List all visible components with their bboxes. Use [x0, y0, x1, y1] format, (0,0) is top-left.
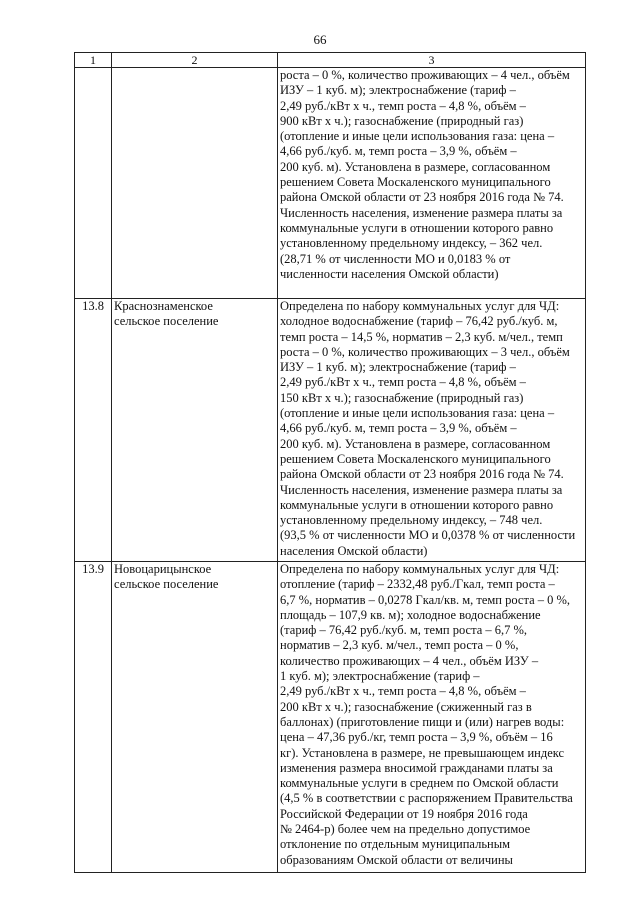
description-line: количество проживающих – 4 чел., объём ИЗУ –	[280, 653, 539, 668]
description-line: коммунальные услуги в отношении которого равно	[280, 220, 554, 235]
description-line: роста – 0 %, количество проживающих – 4 чел., объём	[280, 68, 570, 82]
description-line: ИЗУ – 1 куб. м); электроснабжение (тариф –	[280, 360, 516, 375]
row-number: 13.9	[75, 562, 112, 873]
description-line: (отопление и иные цели использования газа: цена –	[280, 129, 555, 144]
description-line: роста – 0 %, количество проживающих – 3 чел., объём	[280, 344, 570, 359]
description-line: темп роста – 14,5 %, норматив – 2,3 куб. м/чел., темп	[280, 329, 563, 344]
description-line: установленному предельному индексу, – 362 чел.	[280, 236, 543, 251]
description-line: баллонах) (приготовление пищи и (или) нагрев воды:	[280, 714, 565, 729]
description-line: 900 кВт х ч.); газоснабжение (природный газ)	[280, 113, 524, 128]
description-line: кг). Установлена в размере, не превышающем индекс	[280, 745, 565, 760]
description-line: района Омской области от 23 ноября 2016 года № 74.	[280, 467, 564, 482]
description-line: (тариф – 76,42 руб./куб. м, темп роста – 6,7 %,	[280, 623, 528, 638]
description-line: 2,49 руб./кВт х ч., темп роста – 4,8 %, объём –	[280, 98, 526, 113]
table-row	[75, 299, 586, 562]
description-line: 200 кВт х ч.); газоснабжение (сжиженный газ в	[280, 699, 532, 714]
description-line: образованиям Омской области от величины	[280, 852, 513, 867]
description-line: (93,5 % от численности МО и 0,0378 % от численности	[280, 528, 576, 543]
description-line: решением Совета Москаленского муниципального	[280, 451, 551, 466]
description-line: Определена по набору коммунальных услуг для ЧД:	[280, 299, 560, 313]
description-line: решением Совета Москаленского муниципального	[280, 175, 551, 190]
description-line: изменения размера вносимой гражданами платы за	[280, 760, 553, 775]
description-line: (28,71 % от численности МО и 0,0183 % от	[280, 251, 511, 266]
description-line: № 2464-р) более чем на предельно допустимое	[280, 822, 531, 837]
description-line: численности населения Омской области)	[280, 266, 499, 281]
description-line: 6,7 %, норматив – 0,0278 Гкал/кв. м, темп роста – 0 %,	[280, 592, 571, 607]
row-number	[75, 68, 112, 299]
description-line: отклонение по отдельным муниципальным	[280, 837, 511, 852]
row-description	[278, 68, 586, 299]
table-row	[75, 562, 586, 873]
settlement-name	[112, 299, 278, 562]
description-line: холодное водоснабжение (тариф – 76,42 руб./куб. м,	[280, 314, 558, 329]
description-line: 2,49 руб./кВт х ч., темп роста – 4,8 %, объём –	[280, 684, 526, 699]
description-line: Определена по набору коммунальных услуг для ЧД:	[280, 562, 560, 576]
description-line: цена – 47,36 руб./кг, темп роста – 3,9 %, объём – 16	[280, 730, 553, 745]
description-line: норматив – 2,3 куб. м/чел., темп роста – 0 %,	[280, 638, 519, 653]
description-line: (4,5 % в соответствии с распоряжением Правительства	[280, 791, 573, 806]
settlement-name	[112, 562, 278, 873]
description-line: установленному предельному индексу, – 748 чел.	[280, 513, 543, 528]
description-line: (отопление и иные цели использования газа: цена –	[280, 406, 555, 421]
description-line: 4,66 руб./куб. м, темп роста – 3,9 %, объём –	[280, 144, 517, 159]
description-line: района Омской области от 23 ноября 2016 года № 74.	[280, 190, 564, 205]
description-line: 200 куб. м). Установлена в размере, согласованном	[280, 159, 551, 174]
settlement-name-line: сельское поселение	[114, 314, 219, 329]
settlement-name-line: Новоцарицынское	[114, 562, 212, 576]
description-line: отопление (тариф – 2332,48 руб./Гкал, темп роста –	[280, 577, 555, 592]
settlement-name-line: Краснознаменское	[114, 299, 213, 313]
description-line: населения Омской области)	[280, 543, 428, 558]
municipal-utilities-table	[74, 52, 586, 873]
description-line: площадь – 107,9 кв. м); холодное водоснабжение	[280, 607, 541, 622]
description-line: ИЗУ – 1 куб. м); электроснабжение (тариф –	[280, 83, 516, 98]
row-description	[278, 299, 586, 562]
header-col-3: 3	[278, 53, 586, 68]
header-col-2: 2	[112, 53, 278, 68]
description-line: Российской Федерации от 19 ноября 2016 года	[280, 806, 528, 821]
description-line: Численность населения, изменение размера платы за	[280, 205, 563, 220]
table-header-row	[75, 53, 586, 68]
settlement-name	[112, 68, 278, 299]
page-number: 66	[313, 32, 327, 47]
description-line: 200 куб. м). Установлена в размере, согласованном	[280, 436, 551, 451]
header-col-1: 1	[75, 53, 112, 68]
description-line: коммунальные услуги в среднем по Омской области	[280, 776, 559, 791]
description-line: Численность населения, изменение размера платы за	[280, 482, 563, 497]
row-description	[278, 562, 586, 873]
description-line: 4,66 руб./куб. м, темп роста – 3,9 %, объём –	[280, 421, 517, 436]
description-line: коммунальные услуги в отношении которого равно	[280, 497, 554, 512]
description-line: 150 кВт х ч.); газоснабжение (природный газ)	[280, 390, 524, 405]
description-line: 1 куб. м); электроснабжение (тариф –	[280, 669, 480, 684]
settlement-name-line: сельское поселение	[114, 577, 219, 592]
description-line: 2,49 руб./кВт х ч., темп роста – 4,8 %, объём –	[280, 375, 526, 390]
table-row	[75, 68, 586, 299]
row-number: 13.8	[75, 299, 112, 562]
